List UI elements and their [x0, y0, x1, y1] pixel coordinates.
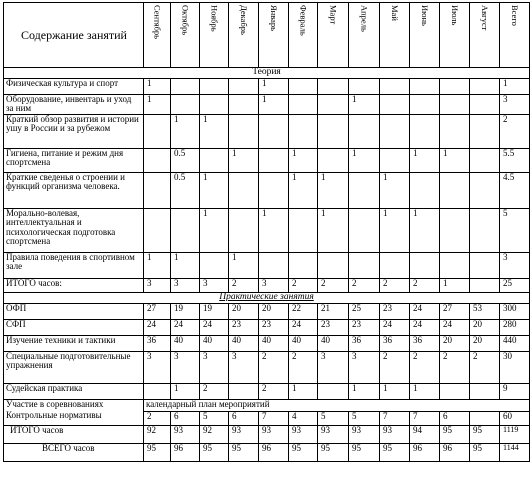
row-label: Морально-волевая, интеллектуальная и психологическая подготовка спортсмена: [4, 208, 144, 252]
competitions-value: календарный план мероприятий: [144, 399, 530, 411]
month-header: [410, 3, 440, 68]
cell-value: [380, 114, 410, 148]
cell-value: 24: [440, 319, 470, 335]
cell-value: [318, 94, 349, 114]
cell-value: [144, 208, 171, 252]
cell-value: [171, 94, 200, 114]
cell-value: 1: [410, 383, 440, 399]
cell-value: 1: [380, 208, 410, 252]
cell-value: 24: [171, 319, 200, 335]
cell-value: [349, 114, 380, 148]
cell-value: 2: [289, 351, 318, 383]
section-header-row: [4, 292, 530, 303]
cell-value: [259, 172, 289, 208]
cell-value: 40: [318, 335, 349, 351]
cell-value: [380, 148, 410, 172]
table-row: [4, 383, 530, 399]
row-label: Гигиена, питание и режим дня спортсмена: [4, 148, 144, 172]
cell-value: 24: [200, 319, 229, 335]
cell-value: 5: [349, 411, 380, 425]
cell-value: 95: [229, 443, 259, 461]
cell-value: 1: [144, 94, 171, 114]
cell-value: [349, 78, 380, 94]
cell-value: [470, 208, 500, 252]
month-label: Март: [328, 5, 339, 25]
cell-value: 27: [144, 303, 171, 319]
cell-value: 92: [200, 425, 229, 443]
cell-value: 36: [349, 335, 380, 351]
cell-value: 1: [171, 383, 200, 399]
cell-value: 6: [229, 411, 259, 425]
month-header: [229, 3, 259, 68]
cell-value: 1: [410, 148, 440, 172]
cell-value: 1: [380, 172, 410, 208]
month-label: Декабрь: [238, 5, 249, 35]
cell-value: [171, 208, 200, 252]
cell-value: [440, 383, 470, 399]
cell-value: 5: [500, 208, 530, 252]
cell-value: 36: [380, 335, 410, 351]
month-header: [500, 3, 530, 68]
month-header: [144, 3, 171, 68]
cell-value: [470, 148, 500, 172]
cell-value: [410, 252, 440, 278]
cell-value: 1: [349, 148, 380, 172]
cell-value: [410, 114, 440, 148]
cell-value: 27: [440, 303, 470, 319]
cell-value: [171, 78, 200, 94]
cell-value: 93: [349, 425, 380, 443]
cell-value: 93: [259, 425, 289, 443]
cell-value: 3: [349, 351, 380, 383]
cell-value: 36: [410, 335, 440, 351]
cell-value: 95: [440, 425, 470, 443]
cell-value: [470, 383, 500, 399]
cell-value: [229, 114, 259, 148]
cell-value: 1: [500, 78, 530, 94]
cell-value: 30: [500, 351, 530, 383]
cell-value: [470, 114, 500, 148]
table-row: [4, 208, 530, 252]
cell-value: 95: [144, 443, 171, 461]
cell-value: [200, 78, 229, 94]
cell-value: 3: [259, 278, 289, 292]
row-label: СФП: [4, 319, 144, 335]
month-label: Октябрь: [180, 5, 191, 36]
cell-value: [410, 172, 440, 208]
cell-value: 2: [380, 278, 410, 292]
cell-value: 24: [380, 319, 410, 335]
vsego-row: [4, 443, 530, 461]
training-plan-table: [3, 2, 530, 462]
cell-value: 23: [380, 303, 410, 319]
cell-value: 20: [259, 303, 289, 319]
cell-value: 1: [144, 78, 171, 94]
cell-value: 2: [349, 278, 380, 292]
table-row: [4, 335, 530, 351]
cell-value: [144, 172, 171, 208]
cell-value: 92: [144, 425, 171, 443]
cell-value: 2: [380, 351, 410, 383]
table-row: [4, 78, 530, 94]
cell-value: 1: [229, 252, 259, 278]
cell-value: 440: [500, 335, 530, 351]
row-label: Участие в соревнованиях: [4, 399, 144, 411]
cell-value: [144, 114, 171, 148]
row-label: ВСЕГО часов: [4, 443, 144, 461]
cell-value: 1: [289, 172, 318, 208]
cell-value: [289, 78, 318, 94]
cell-value: 36: [144, 335, 171, 351]
cell-value: 40: [200, 335, 229, 351]
month-header: [171, 3, 200, 68]
cell-value: 25: [349, 303, 380, 319]
month-header: [440, 3, 470, 68]
cell-value: [410, 94, 440, 114]
row-label: Краткий обзор развития и истории ушу в России и за рубежом: [4, 114, 144, 148]
month-label: Май: [389, 5, 400, 21]
cell-value: 95: [470, 443, 500, 461]
cell-value: 24: [144, 319, 171, 335]
cell-value: 3: [500, 94, 530, 114]
row-label: ОФП: [4, 303, 144, 319]
row-label: Физическая культура и спорт: [4, 78, 144, 94]
cell-value: 93: [171, 425, 200, 443]
cell-value: [380, 252, 410, 278]
cell-value: [318, 252, 349, 278]
cell-value: [200, 252, 229, 278]
cell-value: 24: [410, 303, 440, 319]
cell-value: 3: [500, 252, 530, 278]
month-header: [259, 3, 289, 68]
cell-value: 20: [470, 319, 500, 335]
cell-value: 93: [289, 425, 318, 443]
month-label: Январь: [268, 5, 279, 32]
cell-value: [349, 172, 380, 208]
cell-value: 1: [440, 148, 470, 172]
cell-value: 96: [410, 443, 440, 461]
cell-value: 94: [410, 425, 440, 443]
cell-value: 40: [259, 335, 289, 351]
cell-value: [259, 252, 289, 278]
cell-value: 96: [440, 443, 470, 461]
cell-value: [229, 78, 259, 94]
cell-value: 96: [171, 443, 200, 461]
month-header: [289, 3, 318, 68]
table-row: [4, 252, 530, 278]
month-label: Ноябрь: [209, 5, 220, 32]
cell-value: 60: [500, 411, 530, 425]
cell-value: [229, 172, 259, 208]
cell-value: 1: [200, 208, 229, 252]
cell-value: 3: [200, 351, 229, 383]
cell-value: 1: [229, 148, 259, 172]
cell-value: [410, 78, 440, 94]
cell-value: 93: [318, 425, 349, 443]
month-label: Июль: [449, 5, 460, 26]
cell-value: 40: [171, 335, 200, 351]
cell-value: [440, 78, 470, 94]
cell-value: 2: [259, 383, 289, 399]
cell-value: 19: [200, 303, 229, 319]
cell-value: [144, 383, 171, 399]
cell-value: 93: [380, 425, 410, 443]
cell-value: 23: [349, 319, 380, 335]
cell-value: [259, 148, 289, 172]
cell-value: 6: [171, 411, 200, 425]
cell-value: 2: [289, 278, 318, 292]
cell-value: 2: [318, 278, 349, 292]
cell-value: [229, 383, 259, 399]
cell-value: 1: [259, 78, 289, 94]
cell-value: 2: [440, 351, 470, 383]
month-header: [470, 3, 500, 68]
column-title-content: Содержание занятий: [4, 3, 144, 68]
cell-value: [144, 148, 171, 172]
cell-value: 1: [380, 383, 410, 399]
cell-value: 2: [144, 411, 171, 425]
cell-value: 20: [229, 303, 259, 319]
cell-value: [229, 94, 259, 114]
cell-value: [470, 252, 500, 278]
cell-value: 1: [200, 172, 229, 208]
cell-value: 22: [289, 303, 318, 319]
cell-value: 280: [500, 319, 530, 335]
cell-value: [318, 148, 349, 172]
section-title: Теория: [4, 68, 530, 79]
cell-value: 3: [318, 351, 349, 383]
month-header: [380, 3, 410, 68]
row-label: Судейская практика: [4, 383, 144, 399]
cell-value: 5: [200, 411, 229, 425]
cell-value: [318, 114, 349, 148]
cell-value: 24: [410, 319, 440, 335]
cell-value: 4: [289, 411, 318, 425]
cell-value: 95: [200, 443, 229, 461]
table-row: [4, 172, 530, 208]
cell-value: 96: [259, 443, 289, 461]
cell-value: 20: [440, 335, 470, 351]
month-label: Сентябрь: [152, 5, 163, 40]
month-label: Апрель: [359, 5, 370, 32]
month-label: Всего: [509, 5, 520, 26]
cell-value: 1: [410, 208, 440, 252]
cell-value: 7: [259, 411, 289, 425]
cell-value: [380, 78, 410, 94]
cell-value: 40: [229, 335, 259, 351]
cell-value: 1119: [500, 425, 530, 443]
cell-value: 40: [289, 335, 318, 351]
cell-value: 23: [318, 319, 349, 335]
cell-value: 25: [500, 278, 530, 292]
cell-value: 0.5: [171, 172, 200, 208]
table-row: [4, 94, 530, 114]
month-header: [318, 3, 349, 68]
cell-value: 2: [200, 383, 229, 399]
cell-value: 1: [259, 208, 289, 252]
cell-value: [289, 114, 318, 148]
header-row: [4, 3, 530, 68]
cell-value: 4.5: [500, 172, 530, 208]
row-label: Оборудование, инвентарь и уход за ним: [4, 94, 144, 114]
cell-value: [470, 94, 500, 114]
cell-value: 1: [289, 148, 318, 172]
row-label: Изучение техники и тактики: [4, 335, 144, 351]
row-label: ИТОГО часов: [4, 425, 144, 443]
cell-value: 2: [470, 351, 500, 383]
cell-value: 23: [259, 319, 289, 335]
row-label: ИТОГО часов:: [4, 278, 144, 292]
cell-value: [440, 172, 470, 208]
cell-value: 7: [410, 411, 440, 425]
cell-value: 95: [380, 443, 410, 461]
month-label: Август: [479, 5, 490, 31]
cell-value: 7: [380, 411, 410, 425]
section-header-row: [4, 68, 530, 79]
cell-value: 1: [200, 114, 229, 148]
cell-value: 1: [440, 278, 470, 292]
cell-value: 1: [318, 172, 349, 208]
cell-value: [200, 94, 229, 114]
table-row: [4, 114, 530, 148]
cell-value: 1: [171, 114, 200, 148]
table-row: [4, 303, 530, 319]
table-row: [4, 148, 530, 172]
month-header: [349, 3, 380, 68]
cell-value: [440, 114, 470, 148]
cell-value: [318, 78, 349, 94]
cell-value: 20: [470, 335, 500, 351]
cell-value: [380, 94, 410, 114]
row-label: Краткие сведенья о строении и функций организма человека.: [4, 172, 144, 208]
cell-value: [470, 78, 500, 94]
section-title: Практические занятия: [4, 292, 530, 303]
cell-value: 2: [229, 278, 259, 292]
cell-value: 1: [144, 252, 171, 278]
cell-value: 3: [144, 278, 171, 292]
cell-value: 0.5: [171, 148, 200, 172]
month-label: Июнь: [419, 5, 430, 26]
cell-value: 1: [349, 383, 380, 399]
cell-value: 2: [410, 351, 440, 383]
cell-value: [200, 148, 229, 172]
cell-value: [440, 208, 470, 252]
month-label: Февраль: [298, 5, 309, 36]
cell-value: [440, 94, 470, 114]
normatives-row: [4, 411, 530, 425]
theory-total-row: [4, 278, 530, 292]
cell-value: [289, 94, 318, 114]
cell-value: 6: [440, 411, 470, 425]
cell-value: 9: [500, 383, 530, 399]
cell-value: [259, 114, 289, 148]
cell-value: 1: [259, 94, 289, 114]
cell-value: [349, 208, 380, 252]
cell-value: [289, 208, 318, 252]
cell-value: [440, 252, 470, 278]
row-label: Правила поведения в спортивном зале: [4, 252, 144, 278]
row-label: Специальные подготовительные упражнения: [4, 351, 144, 383]
cell-value: 53: [470, 303, 500, 319]
cell-value: 2: [410, 278, 440, 292]
cell-value: [470, 411, 500, 425]
cell-value: 24: [289, 319, 318, 335]
cell-value: [349, 252, 380, 278]
month-header: [200, 3, 229, 68]
cell-value: 95: [318, 443, 349, 461]
cell-value: 3: [200, 278, 229, 292]
cell-value: 1144: [500, 443, 530, 461]
itogo-row: [4, 425, 530, 443]
cell-value: 93: [229, 425, 259, 443]
cell-value: 95: [470, 425, 500, 443]
cell-value: [470, 172, 500, 208]
cell-value: 2: [259, 351, 289, 383]
cell-value: [229, 208, 259, 252]
cell-value: [318, 383, 349, 399]
cell-value: 1: [289, 383, 318, 399]
cell-value: 23: [229, 319, 259, 335]
cell-value: 95: [289, 443, 318, 461]
cell-value: 5.5: [500, 148, 530, 172]
table-row: [4, 319, 530, 335]
cell-value: 3: [171, 278, 200, 292]
row-label: Контрольные нормативы: [4, 411, 144, 425]
cell-value: 19: [171, 303, 200, 319]
cell-value: 1: [318, 208, 349, 252]
cell-value: 5: [318, 411, 349, 425]
cell-value: 3: [144, 351, 171, 383]
cell-value: 21: [318, 303, 349, 319]
cell-value: 3: [229, 351, 259, 383]
table-row: [4, 351, 530, 383]
cell-value: 300: [500, 303, 530, 319]
cell-value: 1: [171, 252, 200, 278]
cell-value: 2: [500, 114, 530, 148]
cell-value: 95: [349, 443, 380, 461]
cell-value: 3: [171, 351, 200, 383]
cell-value: [289, 252, 318, 278]
cell-value: [470, 278, 500, 292]
cell-value: 1: [349, 94, 380, 114]
